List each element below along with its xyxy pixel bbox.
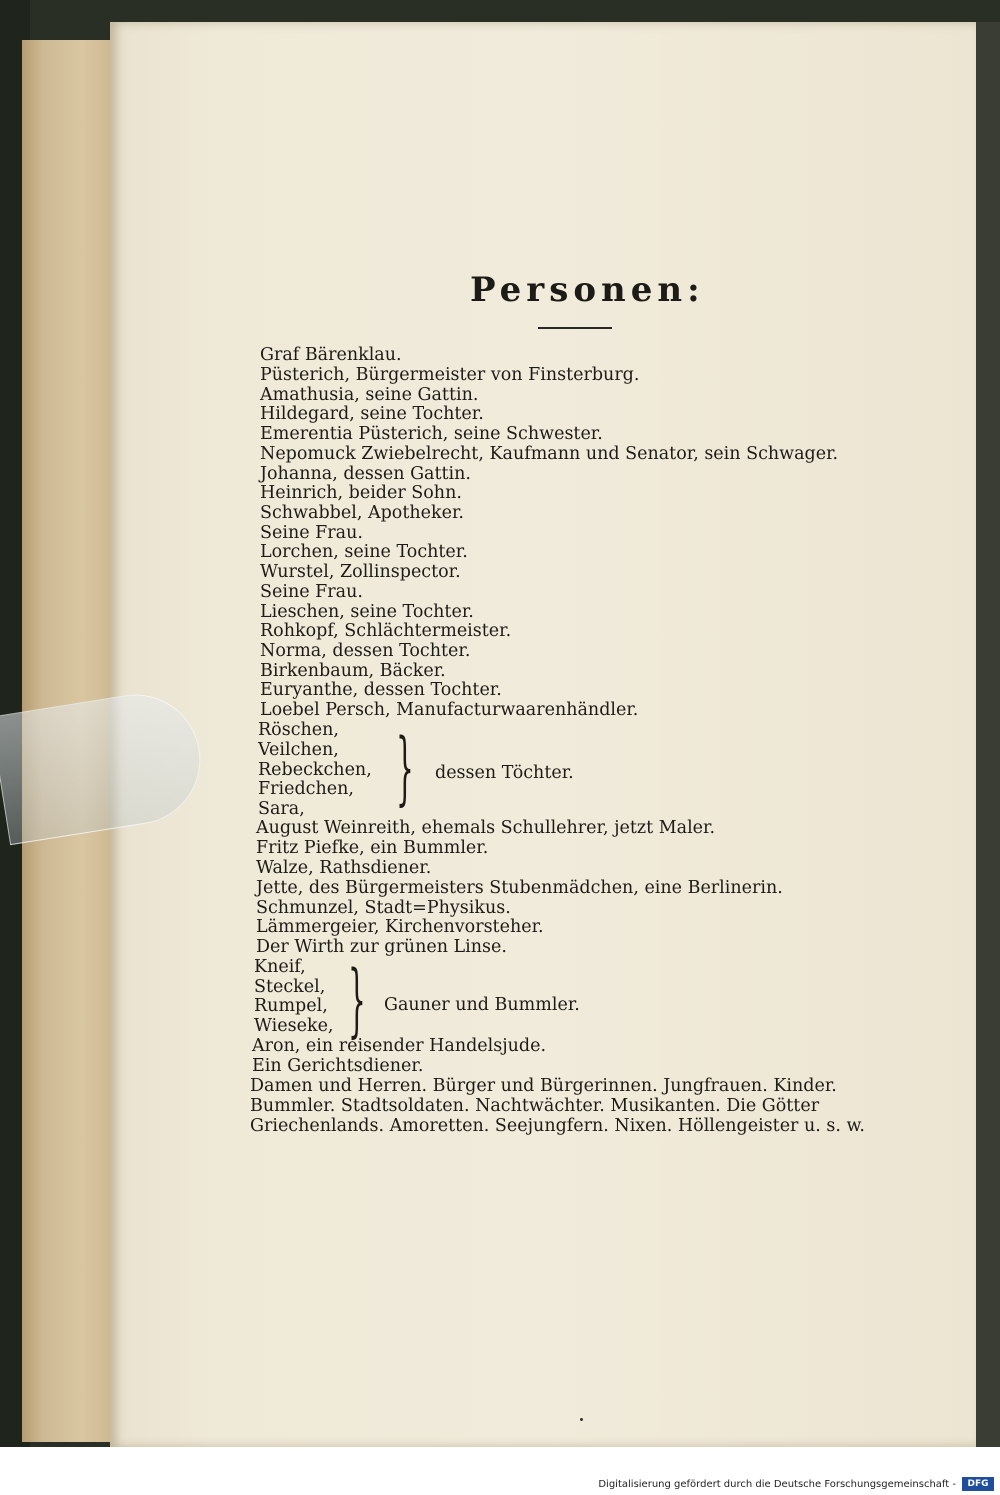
cast-line: Birkenbaum, Bäcker. [260, 661, 446, 681]
daughter-name: Veilchen, [258, 740, 339, 760]
daughters-brace: } [396, 721, 414, 814]
cast-line: Schmunzel, Stadt=Physikus. [256, 898, 511, 918]
daughter-name: Sara, [258, 799, 305, 819]
cast-line: Loebel Persch, Manufacturwaarenhändler. [260, 700, 639, 720]
footer-credit: Digitalisierung gefördert durch die Deutsche Forschungsgemeinschaft - [598, 1479, 956, 1490]
page-speck [580, 1418, 583, 1421]
rogue-name: Steckel, [254, 977, 326, 997]
daughter-name: Friedchen, [258, 779, 354, 799]
cast-line: Amathusia, seine Gattin. [260, 385, 479, 405]
cast-line: Ein Gerichtsdiener. [252, 1056, 424, 1076]
dfg-logo-icon: DFG [962, 1477, 994, 1491]
page-title: Personen: [470, 270, 705, 310]
cast-line: Euryanthe, dessen Tochter. [260, 680, 502, 700]
cast-line: Fritz Piefke, ein Bummler. [256, 838, 489, 858]
title-rule [538, 327, 612, 329]
cast-line: Damen und Herren. Bürger und Bürgerinnen. Jungfrauen. Kinder. [250, 1076, 837, 1096]
cast-line: Schwabbel, Apotheker. [260, 503, 464, 523]
daughters-label: dessen Töchter. [435, 763, 574, 783]
background-right [976, 22, 1000, 1447]
cast-line: Lieschen, seine Tochter. [260, 602, 474, 622]
cast-line: Der Wirth zur grünen Linse. [256, 937, 507, 957]
rogue-name: Wieseke, [254, 1016, 334, 1036]
daughter-name: Röschen, [258, 720, 339, 740]
cast-line: Griechenlands. Amoretten. Seejungfern. Nixen. Höllengeister u. s. w. [250, 1116, 865, 1136]
daughter-name: Rebeckchen, [258, 760, 372, 780]
cast-line: August Weinreith, ehemals Schullehrer, jetzt Maler. [256, 818, 716, 838]
cast-line: Nepomuck Zwiebelrecht, Kaufmann und Senator, sein Schwager. [260, 444, 839, 464]
cast-line: Rohkopf, Schlächtermeister. [260, 621, 512, 641]
cast-line: Jette, des Bürgermeisters Stubenmädchen, eine Berlinerin. [256, 878, 783, 898]
rogue-name: Kneif, [254, 957, 306, 977]
cast-line: Graf Bärenklau. [260, 345, 402, 365]
cast-line: Hildegard, seine Tochter. [260, 404, 484, 424]
cast-line: Emerentia Püsterich, seine Schwester. [260, 424, 603, 444]
cast-line: Heinrich, beider Sohn. [260, 483, 462, 503]
cast-line: Johanna, dessen Gattin. [260, 464, 471, 484]
cast-line: Norma, dessen Tochter. [260, 641, 471, 661]
cast-line: Seine Frau. [260, 582, 363, 602]
rogue-name: Rumpel, [254, 996, 328, 1016]
cast-line: Seine Frau. [260, 523, 363, 543]
rogues-label: Gauner und Bummler. [384, 995, 580, 1015]
cast-line: Walze, Rathsdiener. [256, 858, 432, 878]
cast-line: Bummler. Stadtsoldaten. Nachtwächter. Musikanten. Die Götter [250, 1096, 820, 1116]
cast-line: Püsterich, Bürgermeister von Finsterburg. [260, 365, 640, 385]
cast-line: Lämmergeier, Kirchenvorsteher. [256, 917, 544, 937]
cast-line: Wurstel, Zollinspector. [260, 562, 461, 582]
cast-line: Lorchen, seine Tochter. [260, 542, 468, 562]
rogues-brace: } [348, 953, 366, 1046]
cast-line: Aron, ein reisender Handelsjude. [252, 1036, 547, 1056]
book-page [110, 22, 976, 1447]
